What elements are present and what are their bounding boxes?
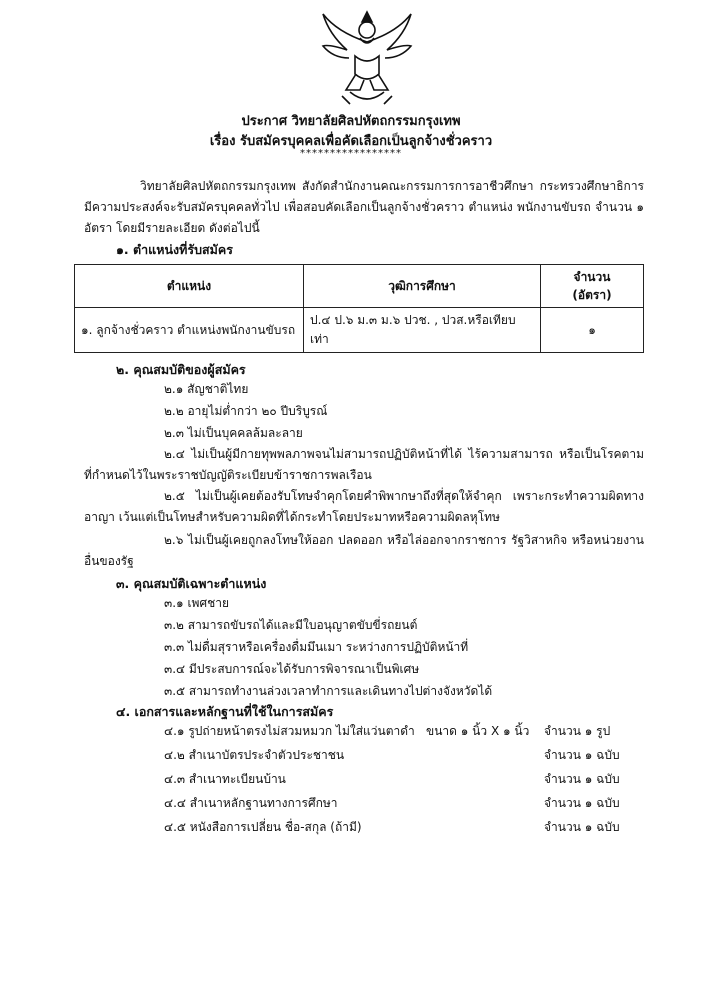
document-label: ๔.๔ สำเนาหลักฐานทางการศึกษา xyxy=(164,796,338,810)
table-header-row xyxy=(75,265,644,308)
announcement-title: ประกาศ วิทยาลัยศิลปหัตถกรรมกรุงเทพ xyxy=(241,114,461,129)
section-4-heading: ๔. เอกสารและหลักฐานที่ใช้ในการสมัคร xyxy=(116,704,334,719)
position-table xyxy=(74,264,644,353)
document-label: ๔.๓ สำเนาทะเบียนบ้าน xyxy=(164,772,286,786)
qualification-item: ๒.๑ สัญชาติไทย xyxy=(164,382,249,396)
column-header-position: ตำแหน่ง xyxy=(75,265,304,308)
document-size: ขนาด ๑ นิ้ว X ๑ นิ้ว xyxy=(426,724,530,738)
specific-qualification-item: ๓.๕ สามารถทำงานล่วงเวลาทำการและเดินทางไปต่างจังหวัดได้ xyxy=(164,684,493,698)
intro-paragraph: วิทยาลัยศิลปหัตถกรรมกรุงเทพ สังกัดสำนักงานคณะกรรมการการอาชีวศึกษา กระทรวงศึกษาธิการ มีความประสงค์จะรับสมัครบุคคลทั่วไป เพื่อสอบคัดเลือกเป็นลูกจ้างชั่วคราว ตำแหน่ง พนักงานขับรถ จำนวน ๑ อัตรา โดยมีรายละเอียด ดังต่อไปนี้ xyxy=(84,179,644,235)
column-header-count-unit: (อัตรา) xyxy=(572,288,612,302)
document-quantity: จำนวน ๑ ฉบับ xyxy=(544,748,620,762)
specific-qualification-item: ๓.๓ ไม่ดื่มสุราหรือเครื่องดื่มมึนเมา ระหว่างการปฏิบัติหน้าที่ xyxy=(164,640,469,654)
document-quantity: จำนวน ๑ ฉบับ xyxy=(544,772,620,786)
section-3-heading: ๓. คุณสมบัติเฉพาะตำแหน่ง xyxy=(116,576,267,591)
cell-education: ป.๔ ป.๖ ม.๓ ม.๖ ปวช. , ปวส.หรือเทียบเท่า xyxy=(304,308,541,353)
table-row xyxy=(75,308,644,353)
column-header-count xyxy=(541,265,644,308)
document-label: ๔.๕ หนังสือการเปลี่ยน ชื่อ-สกุล (ถ้ามี) xyxy=(164,820,362,834)
garuda-emblem-icon xyxy=(320,8,414,108)
separator: ***************** xyxy=(300,148,402,159)
qualification-item: ๒.๖ ไม่เป็นผู้เคยถูกลงโทษให้ออก ปลดออก หรือไล่ออกจากราชการ รัฐวิสาหกิจ หรือหน่วยงาน อื่นของรัฐ xyxy=(84,533,644,568)
specific-qualification-item: ๓.๔ มีประสบการณ์จะได้รับการพิจารณาเป็นพิเศษ xyxy=(164,662,420,676)
qualification-item: ๒.๓ ไม่เป็นบุคคลล้มละลาย xyxy=(164,426,303,440)
cell-position: ๑. ลูกจ้างชั่วคราว ตำแหน่งพนักงานขับรถ xyxy=(75,308,304,353)
document-quantity: จำนวน ๑ รูป xyxy=(544,724,611,738)
document-quantity: จำนวน ๑ ฉบับ xyxy=(544,820,620,834)
column-header-education: วุฒิการศึกษา xyxy=(304,265,541,308)
qualification-item: ๒.๒ อายุไม่ต่ำกว่า ๒๐ ปีบริบูรณ์ xyxy=(164,404,328,418)
section-1-heading: ๑. ตำแหน่งที่รับสมัคร xyxy=(116,242,233,257)
announcement-subject: เรื่อง รับสมัครบุคคลเพื่อคัดเลือกเป็นลูกจ้างชั่วคราว xyxy=(209,134,493,149)
document-quantity: จำนวน ๑ ฉบับ xyxy=(544,796,620,810)
section-2-heading: ๒. คุณสมบัติของผู้สมัคร xyxy=(116,362,246,377)
cell-count: ๑ xyxy=(541,308,644,353)
qualification-item: ๒.๔ ไม่เป็นผู้มีกายทุพพลภาพจนไม่สามารถปฏิบัติหน้าที่ได้ ไร้ความสามารถ หรือเป็นโรคตามที่กำหนดไว้ในพระราชบัญญัติระเบียบข้าราชการพลเรือน xyxy=(84,447,644,482)
column-header-count-label: จำนวน xyxy=(573,270,611,284)
qualification-item: ๒.๕ ไม่เป็นผู้เคยต้องรับโทษจำคุกโดยคำพิพากษาถึงที่สุดให้จำคุก เพราะกระทำความผิดทาง อาญา เว้นแต่เป็นโทษสำหรับความผิดที่ได้กระทำโดยประมาทหรือความผิดลหุโทษ xyxy=(84,489,644,524)
specific-qualification-item: ๓.๒ สามารถขับรถได้และมีใบอนุญาตขับขี่รถยนต์ xyxy=(164,618,418,632)
document-label: ๔.๒ สำเนาบัตรประจำตัวประชาชน xyxy=(164,748,345,762)
document-label: ๔.๑ รูปถ่ายหน้าตรงไม่สวมหมวก ไม่ใส่แว่นตาดำ xyxy=(164,724,415,738)
specific-qualification-item: ๓.๑ เพศชาย xyxy=(164,596,229,610)
